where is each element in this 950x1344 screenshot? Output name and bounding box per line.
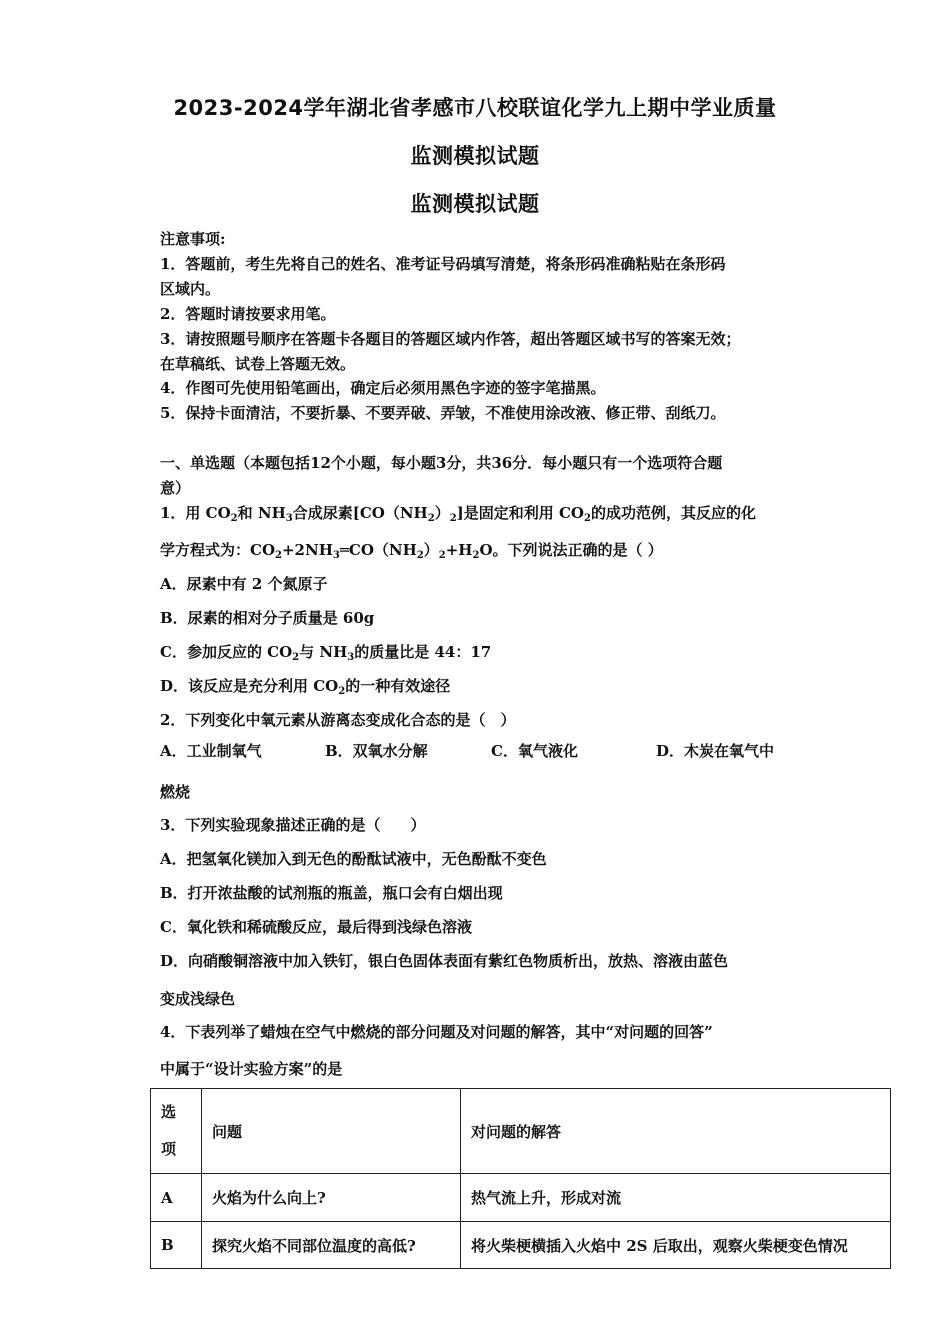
notice-item-4: 4．作图可先使用铅笔画出，确定后必须用黑色字迹的签字笔描黑。: [160, 379, 606, 397]
q2-options: [160, 740, 800, 764]
q2-option-b: B．双氧水分解: [325, 742, 428, 760]
q4-stem-cont: 中属于“设计实验方案”的是: [160, 1060, 343, 1078]
table-row: [151, 1174, 891, 1222]
exam-title-line3: 监测模拟试题: [410, 192, 540, 216]
q2-option-d: D．木炭在氧气中: [656, 742, 775, 760]
q3-option-d: D．向硝酸铜溶液中加入铁钉，银白色固体表面有紫红色物质析出，放热、溶液由蓝色: [160, 952, 729, 970]
q2-stem: 2．下列变化中氧元素从游离态变成化合态的是（ ）: [160, 711, 516, 729]
q4-row-b-question: 探究火焰不同部位温度的高低?: [202, 1222, 461, 1269]
q1-stem-line1: 1．用 $CO_2$和 $NH_3$合成尿素$[CO(NH_2)_2]$是固定和利用 $CO_2$的成功范例，其反应的化: [160, 504, 756, 524]
notice-item-1-cont: 区域内。: [160, 280, 221, 298]
notice-item-2: 2．答题时请按要求用笔。: [160, 305, 336, 323]
q3-stem: 3．下列实验现象描述正确的是（ ）: [160, 816, 426, 834]
q1-option-d: D．该反应是充分利用 $CO_2$的一种有效途径: [160, 677, 451, 697]
q3-option-d-cont: 变成浅绿色: [160, 990, 236, 1008]
q4-row-a-option: A: [151, 1174, 202, 1222]
q4-header-question: 问题: [202, 1089, 461, 1174]
q4-header-option: 选 项: [151, 1089, 202, 1174]
q1-stem-line2: 学方程式为：$CO_2+2NH_3═CO(NH_2)_2+H_2O$。下列说法正确的是（ ）: [160, 541, 663, 561]
q1-option-a: A．尿素中有 2 个氮原子: [160, 575, 328, 593]
q2-option-c: C．氧气液化: [491, 742, 578, 760]
exam-title-line1: 2023-2024学年湖北省孝感市八校联谊化学九上期中学业质量: [173, 96, 777, 120]
q4-table: [150, 1088, 891, 1269]
q4-row-b-option: B: [151, 1222, 202, 1269]
q4-table-header: [151, 1089, 891, 1174]
table-row: [151, 1222, 891, 1269]
q3-option-c: C．氧化铁和稀硫酸反应，最后得到浅绿色溶液: [160, 918, 472, 936]
q3-option-a: A．把氢氧化镁加入到无色的酚酞试液中，无色酚酞不变色: [160, 850, 547, 868]
q4-stem: 4．下表列举了蜡烛在空气中燃烧的部分问题及对问题的解答，其中“对问题的回答”: [160, 1023, 713, 1041]
section-heading: 一、单选题（本题包括12个小题，每小题3分，共36分．每小题只有一个选项符合题: [160, 454, 723, 472]
q1-option-b: B．尿素的相对分子质量是 60g: [160, 609, 375, 627]
q4-row-b-answer: 将火柴梗横插入火焰中 2S 后取出，观察火柴梗变色情况: [461, 1222, 891, 1269]
q3-option-b: B．打开浓盐酸的试剂瓶的瓶盖，瓶口会有白烟出现: [160, 884, 503, 902]
q4-header-answer: 对问题的解答: [461, 1089, 891, 1174]
q1-option-c: C．参加反应的 $CO_2$与 $NH_3$的质量比是 44：17: [160, 643, 492, 663]
notice-item-1: 1．答题前，考生先将自己的姓名、准考证号码填写清楚，将条形码准确粘贴在条形码: [160, 255, 726, 273]
q4-row-a-question: 火焰为什么向上?: [202, 1174, 461, 1222]
notice-item-3-cont: 在草稿纸、试卷上答题无效。: [160, 355, 356, 373]
exam-title-line2: 监测模拟试题: [410, 144, 540, 168]
section-heading-cont: 意）: [160, 479, 191, 497]
notice-heading: 注意事项:: [160, 230, 226, 248]
q2-option-d-cont: 燃烧: [160, 783, 191, 801]
q4-row-a-answer: 热气流上升，形成对流: [461, 1174, 891, 1222]
notice-item-3: 3．请按照题号顺序在答题卡各题目的答题区域内作答，超出答题区域书写的答案无效；: [160, 330, 741, 348]
notice-item-5: 5．保持卡面清洁，不要折暴、不要弄破、弄皱，不准使用涂改液、修正带、刮纸刀。: [160, 404, 726, 422]
q2-option-a: A．工业制氧气: [160, 742, 262, 760]
